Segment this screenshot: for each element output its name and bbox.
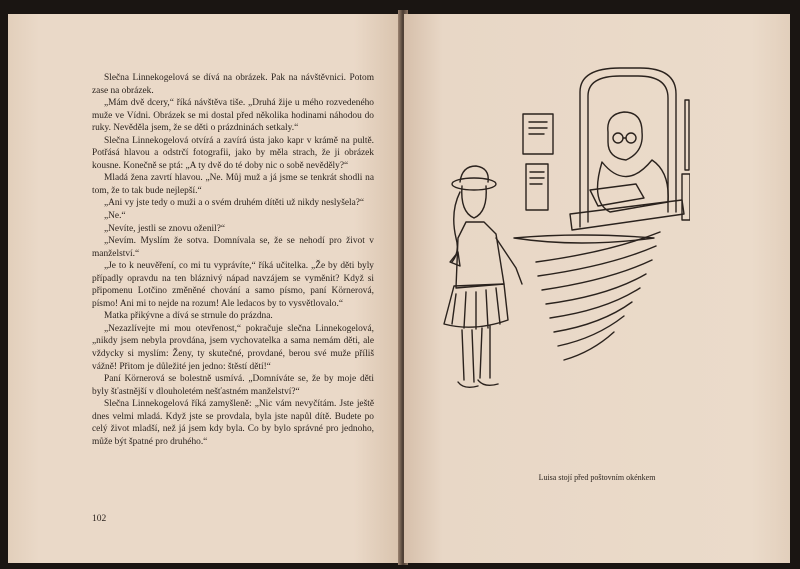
girl-braid — [452, 192, 460, 262]
paragraph: „Nevím. Myslím že sotva. Domnívala se, že se nehodí pro život v manželství.“ — [92, 236, 374, 259]
paragraph: Matka přikývne a dívá se strnule do prázdna. — [104, 311, 273, 322]
page-number: 102 — [92, 514, 107, 524]
illustration-caption: Luisa stojí před poštovním okénkem — [538, 473, 656, 482]
paragraph: Slečna Linnekogelová otvírá a zavírá ústa jako kapr v krámě na pultě. Potřásá hlavou a odstrčí fotografii, jako by měla strach, že ji obrázek kousne. Konečně se ptá: „A ty dvě do té doby nic o sobě nevěděly?“ — [92, 135, 374, 171]
counter — [570, 200, 684, 230]
body-text — [92, 72, 374, 448]
paragraph: „Je to k neuvěření, co mi tu vyprávíte,“ říká učitelka. „Že by děti byly případly opravdu na ten bláznivý nápad navzájem se vyměnit? Když si připomenu Lotčino změněné chování a samo písmo, paní Körnerová, písmo! Ani mi to nejde na rozum! Ale ledacos by to vysvětlovalo.“ — [92, 261, 374, 309]
paragraph: „Mám dvě dcery,“ říká návštěva tiše. „Druhá žije u mého rozvedeného muže ve Vídni. Obrázek se mi dostal před několika hodinami náhodou do ruky. Nevěděla jsem, že se děti o prázdninách setkaly.“ — [92, 98, 374, 134]
paragraph: Slečna Linnekogelová říká zamyšleně: „Nic vám nevyčítám. Jste ještě dnes velmi mladá. Když jste se provdala, byla jste napůl dítě. Budete po celý život mladší, než já jsem kdy byla. Co by bylo správné pro jednoho, může být špatné pro druhého.“ — [92, 399, 374, 447]
girl-face — [462, 186, 487, 218]
paragraph: Mladá žena zavrtí hlavou. „Ne. Můj muž a já jsme se tenkrát shodli na tom, že to tak bude nejlepší.“ — [92, 173, 374, 196]
paragraph: „Ne.“ — [104, 211, 126, 222]
paragraph: „Nezazlívejte mi mou otevřenost,“ pokračuje slečna Linnekogelová, „nikdy jsem nebyla provdána, jsem vychovatelka a sama nemám děti, ale vždycky si myslím: Ženy, ty skutečné, provdané, berou své muže příliš vážně! Přitom je důležité jen jedno: štěstí dětí!“ — [92, 323, 374, 372]
girl-hat-brim — [452, 178, 496, 190]
paragraph: „Ani vy jste tedy o muži a o svém druhém dítěti už nikdy neslyšela?“ — [104, 198, 365, 209]
paragraph: „Nevíte, jestli se znovu oženil?“ — [104, 223, 226, 234]
girl-dress-top — [456, 222, 504, 288]
girl-hat — [460, 166, 488, 182]
paragraph: Paní Körnerová se bolestně usmívá. „Domníváte se, že by moje děti byly šťastnější v dlouholetém nešťastném manželství?“ — [92, 374, 374, 397]
illustration-girl-at-post-office-window — [430, 62, 690, 402]
notice-sheet — [526, 164, 548, 210]
paragraph: Slečna Linnekogelová se dívá na obrázek. Pak na návštěvnici. Potom zase na obrázek. — [92, 73, 374, 96]
girl-leg — [462, 330, 474, 382]
left-page — [8, 14, 401, 563]
